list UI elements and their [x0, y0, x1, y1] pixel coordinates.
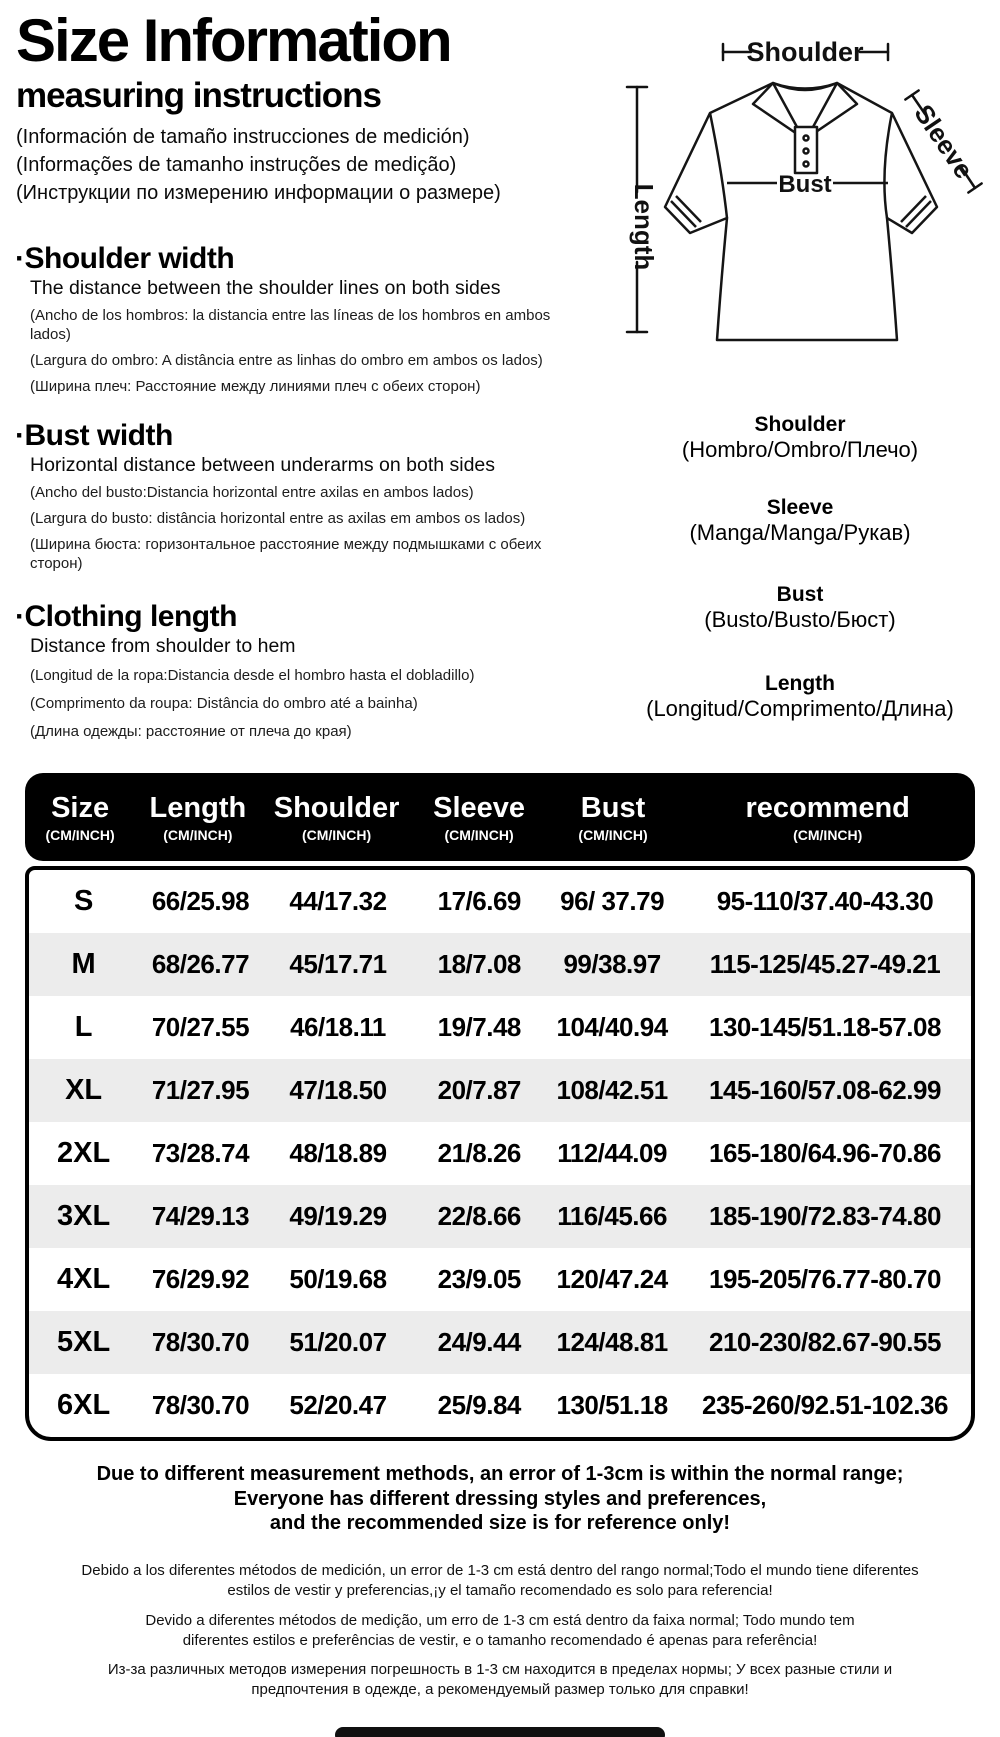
legend-translations: (Busto/Busto/Бюст)	[704, 607, 896, 632]
section-title: ·Shoulder width	[15, 242, 235, 275]
cell-length: 71/27.95	[151, 1075, 250, 1105]
column-header-bust: Bust (CM/INCH)	[578, 791, 648, 843]
table-row-2xl	[29, 1122, 971, 1185]
table-row-4xl	[29, 1248, 971, 1311]
section-title: ·Clothing length	[15, 600, 237, 633]
cell-shoulder: 48/18.89	[289, 1138, 387, 1168]
cell-sleeve: 20/7.87	[437, 1075, 521, 1105]
measurement-disclaimer-es: Debido a los diferentes métodos de medición, un error de 1-3 cm está dentro del rango normal;Todo el mundo tiene diferentes estilos de vestir y preferencias,¡y el tamaño recomendado es solo para referencia!	[81, 1562, 919, 1599]
cell-shoulder: 47/18.50	[289, 1075, 387, 1105]
cell-recommend: 235-260/92.51-102.36	[702, 1390, 948, 1420]
section-translation-pt: (Largura do busto: distância horizontal entre as axilas em ambos os lados)	[30, 510, 526, 527]
size-table	[25, 773, 975, 1441]
diagram-length-label: Length	[629, 183, 659, 271]
table-row-l	[29, 996, 971, 1059]
legend-name: Length	[765, 672, 835, 695]
bullet: ·	[15, 419, 25, 452]
table-row-3xl	[29, 1185, 971, 1248]
cell-bust: 120/47.24	[556, 1264, 668, 1294]
section-shoulder-width	[15, 243, 563, 396]
cell-bust: 130/51.18	[556, 1390, 668, 1420]
cell-bust: 104/40.94	[556, 1012, 668, 1042]
subtitle-translation-ru: (Инструкции по измерению информации о размере)	[16, 182, 501, 204]
cell-bust: 99/38.97	[563, 949, 661, 979]
measurement-disclaimer-pt: Devido a diferentes métodos de medição, um erro de 1-3 cm está dentro da faixa normal; Todo mundo tem diferentes estilos e preferências de vestir, e o tamanho recomendado é apenas para referência!	[145, 1612, 855, 1649]
cell-shoulder: 50/19.68	[289, 1264, 387, 1294]
legend-translations: (Manga/Manga/Рукав)	[689, 520, 911, 545]
disclaimer-line: and the recommended size is for reference only!	[269, 1512, 731, 1534]
section-translation-ru: (Длина одежды: расстояние от плеча до края)	[30, 723, 352, 740]
cell-recommend: 195-205/76.77-80.70	[708, 1264, 941, 1294]
table-row-m	[29, 933, 971, 996]
section-description: Distance from shoulder to hem	[30, 635, 296, 657]
measurement-disclaimer-en	[0, 1462, 1000, 1536]
cell-size: 5XL	[57, 1326, 111, 1358]
cell-bust: 96/ 37.79	[560, 886, 665, 916]
section-translation-es: (Ancho del busto:Distancia horizontal entre axilas en ambos lados)	[30, 484, 474, 501]
section-translation-es: (Longitud de la ropa:Distancia desde el hombro hasta el dobladillo)	[30, 667, 475, 684]
cell-recommend: 165-180/64.96-70.86	[708, 1138, 941, 1168]
legend-length	[590, 671, 1000, 721]
cell-bust: 116/45.66	[557, 1201, 667, 1231]
cell-size: 2XL	[57, 1137, 111, 1169]
cell-sleeve: 23/9.05	[437, 1264, 521, 1294]
bullet: ·	[15, 600, 25, 633]
cell-size: M	[71, 948, 96, 980]
cell-bust: 108/42.51	[556, 1075, 668, 1105]
cell-length: 74/29.13	[151, 1201, 250, 1231]
cell-sleeve: 22/8.66	[437, 1201, 521, 1231]
legend-name: Sleeve	[766, 496, 834, 519]
cell-size: 3XL	[57, 1200, 111, 1232]
column-header-sleeve: Sleeve (CM/INCH)	[433, 791, 526, 843]
cell-length: 78/30.70	[151, 1390, 250, 1420]
cell-sleeve: 17/6.69	[437, 886, 521, 916]
disclaimer-line: Everyone has different dressing styles and preferences,	[233, 1487, 767, 1510]
header	[16, 8, 564, 206]
cell-sleeve: 21/8.26	[437, 1138, 521, 1168]
table-row-xl	[29, 1059, 971, 1122]
cell-length: 76/29.92	[151, 1264, 250, 1294]
cell-shoulder: 51/20.07	[289, 1327, 387, 1357]
table-row-5xl	[29, 1311, 971, 1374]
page-subtitle: measuring instructions	[16, 76, 382, 115]
cell-shoulder: 45/17.71	[289, 949, 387, 979]
size-table-header	[25, 773, 975, 861]
legend-sleeve	[590, 495, 1000, 545]
section-translation-ru: (Ширина бюста: горизонтальное расстояние между подмышками с обеих сторон)	[30, 536, 542, 572]
legend-bust	[590, 582, 1000, 632]
cell-shoulder: 49/19.29	[289, 1201, 387, 1231]
page-title: Size Information	[16, 7, 451, 74]
section-description: The distance between the shoulder lines on both sides	[30, 277, 501, 299]
cell-length: 70/27.55	[151, 1012, 250, 1042]
legend-name: Bust	[776, 583, 824, 606]
cell-size: XL	[65, 1074, 103, 1106]
size-table-body	[25, 866, 975, 1441]
cell-length: 73/28.74	[151, 1138, 250, 1168]
subtitle-translation-pt: (Informações de tamanho instruções de medição)	[16, 154, 457, 176]
section-translation-es: (Ancho de los hombros: la distancia entre las líneas de los hombros en ambos lados)	[30, 307, 551, 343]
section-clothing-length	[15, 601, 563, 741]
cell-length: 68/26.77	[151, 949, 250, 979]
cell-bust: 112/44.09	[557, 1138, 667, 1168]
cell-sleeve: 18/7.08	[437, 949, 521, 979]
cell-recommend: 95-110/37.40-43.30	[716, 886, 934, 916]
column-header-length: Length (CM/INCH)	[149, 791, 247, 843]
bullet: ·	[15, 242, 25, 275]
cell-bust: 124/48.81	[556, 1327, 668, 1357]
column-header-size: Size (CM/INCH)	[45, 791, 115, 843]
cell-sleeve: 19/7.48	[437, 1012, 521, 1042]
section-description: Horizontal distance between underarms on both sides	[30, 454, 496, 476]
cell-size: S	[73, 885, 94, 917]
cell-length: 66/25.98	[151, 886, 250, 916]
cell-shoulder: 52/20.47	[289, 1390, 387, 1420]
table-row-s	[29, 870, 971, 933]
cell-sleeve: 24/9.44	[437, 1327, 521, 1357]
section-bust-width	[15, 420, 563, 573]
cell-shoulder: 46/18.11	[290, 1012, 386, 1042]
bottom-bar	[335, 1727, 665, 1737]
cell-size: 6XL	[57, 1389, 111, 1421]
measurement-disclaimer-ru: Из-за различных методов измерения погрешность в 1-3 см находится в пределах нормы; У всех разные стили и предпочтения в одежде, а рекомендуемый размер только для справки!	[107, 1661, 893, 1698]
section-translation-pt: (Largura do ombro: A distância entre as linhas do ombro em ambos os lados)	[30, 352, 543, 369]
cell-size: L	[74, 1011, 93, 1043]
legend-translations: (Longitud/Comprimento/Длина)	[646, 696, 954, 721]
polo-shirt-illustration	[555, 12, 1000, 360]
cell-shoulder: 44/17.32	[289, 886, 387, 916]
cell-size: 4XL	[57, 1263, 111, 1295]
cell-recommend: 145-160/57.08-62.99	[708, 1075, 941, 1105]
section-translation-ru: (Ширина плеч: Расстояние между линиями плеч с обеих сторон)	[30, 378, 481, 395]
polo-shirt-measure-diagram	[555, 12, 1000, 360]
cell-recommend: 210-230/82.67-90.55	[708, 1327, 941, 1357]
column-header-shoulder: Shoulder (CM/INCH)	[273, 791, 400, 843]
table-row-6xl	[29, 1374, 971, 1437]
diagram-bust-label: Bust	[778, 171, 832, 198]
diagram-sleeve-label: Sleeve	[908, 98, 980, 184]
legend-shoulder	[590, 412, 1000, 462]
cell-sleeve: 25/9.84	[437, 1390, 521, 1420]
column-header-recommend: recommend (CM/INCH)	[745, 791, 910, 843]
legend-name: Shoulder	[754, 413, 846, 436]
subtitle-translation-es: (Información de tamaño instrucciones de medición)	[16, 126, 470, 148]
cell-recommend: 185-190/72.83-74.80	[708, 1201, 941, 1231]
section-translation-pt: (Comprimento da roupa: Distância do ombro até a bainha)	[30, 695, 418, 712]
cell-recommend: 130-145/51.18-57.08	[708, 1012, 941, 1042]
section-title: ·Bust width	[15, 419, 173, 452]
disclaimer-line: Due to different measurement methods, an error of 1-3cm is within the normal range;	[96, 1463, 904, 1485]
diagram-shoulder-label: Shoulder	[746, 37, 864, 67]
legend-translations: (Hombro/Ombro/Плечо)	[681, 437, 919, 462]
cell-recommend: 115-125/45.27-49.21	[709, 949, 941, 979]
cell-length: 78/30.70	[151, 1327, 250, 1357]
